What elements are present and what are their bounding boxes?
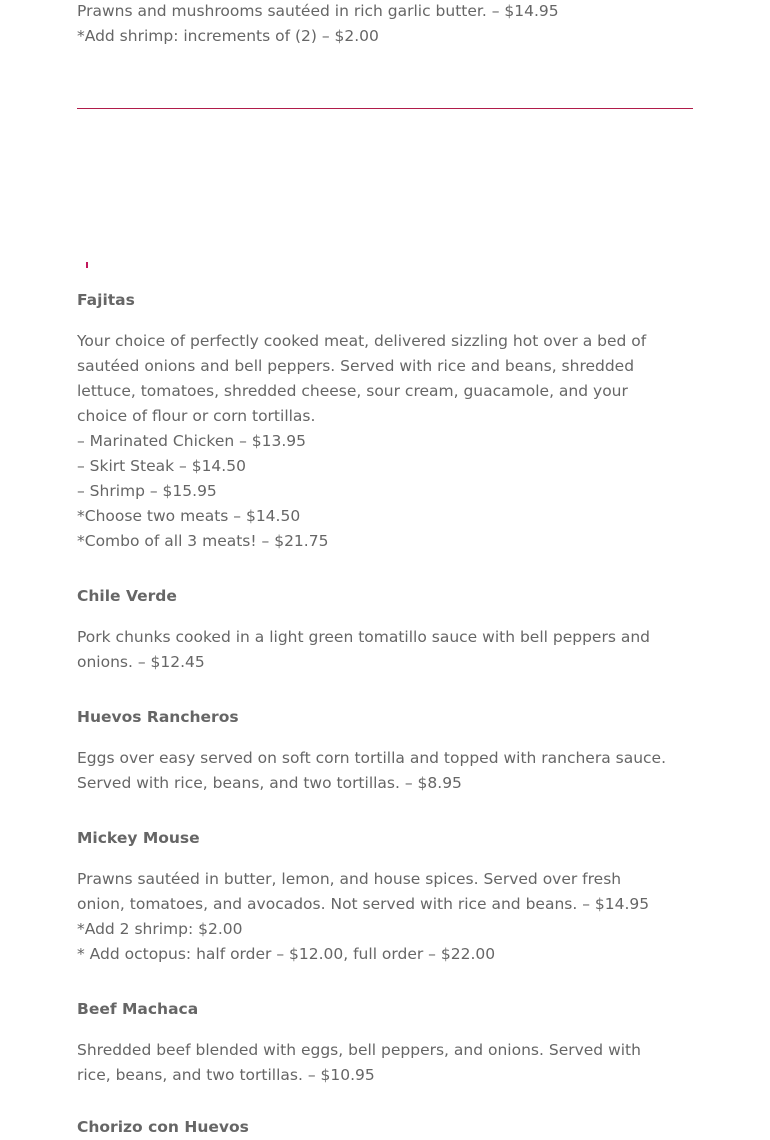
- description-line: sautéed onions and bell peppers. Served with rice and beans, shredded: [77, 357, 635, 375]
- description-line: rice, beans, and two tortillas. – $10.95: [77, 1066, 375, 1084]
- dish-name: Chorizo con Huevos: [77, 1118, 249, 1136]
- menu-item-beef-machaca: [77, 997, 697, 1088]
- previous-dish-description: [77, 0, 559, 49]
- dish-description: [77, 867, 697, 967]
- menu-item-chorizo-con-huevos: [77, 1115, 697, 1140]
- price-line: *Combo of all 3 meats! – $21.75: [77, 532, 329, 550]
- menu-item-fajitas: [77, 288, 697, 554]
- description-line: lettuce, tomatoes, shredded cheese, sour cream, guacamole, and your: [77, 382, 628, 400]
- description-line: Prawns sautéed in butter, lemon, and house spices. Served over fresh: [77, 870, 622, 888]
- section-divider: [77, 108, 693, 109]
- price-line: – Skirt Steak – $14.50: [77, 457, 246, 475]
- description-line: Served with rice, beans, and two tortillas. – $8.95: [77, 774, 462, 792]
- price-line: *Add 2 shrimp: $2.00: [77, 920, 243, 938]
- menu-item-huevos-rancheros: [77, 705, 697, 796]
- menu-item-chile-verde: [77, 584, 697, 675]
- dish-name: Huevos Rancheros: [77, 708, 239, 726]
- dish-name: Mickey Mouse: [77, 829, 200, 847]
- price-line: * Add octopus: half order – $12.00, full order – $22.00: [77, 945, 496, 963]
- description-line: Pork chunks cooked in a light green tomatillo sauce with bell peppers and: [77, 628, 650, 646]
- dish-description: [77, 1038, 697, 1088]
- description-line: *Add shrimp: increments of (2) – $2.00: [77, 27, 379, 45]
- menu-item-mickey-mouse: [77, 826, 697, 967]
- price-line: – Shrimp – $15.95: [77, 482, 217, 500]
- description-line: choice of flour or corn tortillas.: [77, 407, 316, 425]
- dish-description: [77, 625, 697, 675]
- dish-name: Beef Machaca: [77, 1000, 199, 1018]
- description-line: Shredded beef blended with eggs, bell peppers, and onions. Served with: [77, 1041, 641, 1059]
- description-line: Your choice of perfectly cooked meat, delivered sizzling hot over a bed of: [77, 332, 647, 350]
- dish-name: Chile Verde: [77, 587, 177, 605]
- description-line: Prawns and mushrooms sautéed in rich garlic butter. – $14.95: [77, 2, 559, 20]
- accent-mark: [86, 262, 88, 268]
- price-line: – Marinated Chicken – $13.95: [77, 432, 307, 450]
- dish-name: Fajitas: [77, 291, 135, 309]
- description-line: onion, tomatoes, and avocados. Not served with rice and beans. – $14.95: [77, 895, 650, 913]
- dish-description: [77, 746, 697, 796]
- description-line: onions. – $12.45: [77, 653, 205, 671]
- description-line: Eggs over easy served on soft corn tortilla and topped with ranchera sauce.: [77, 749, 667, 767]
- dish-description: [77, 329, 697, 554]
- price-line: *Choose two meats – $14.50: [77, 507, 301, 525]
